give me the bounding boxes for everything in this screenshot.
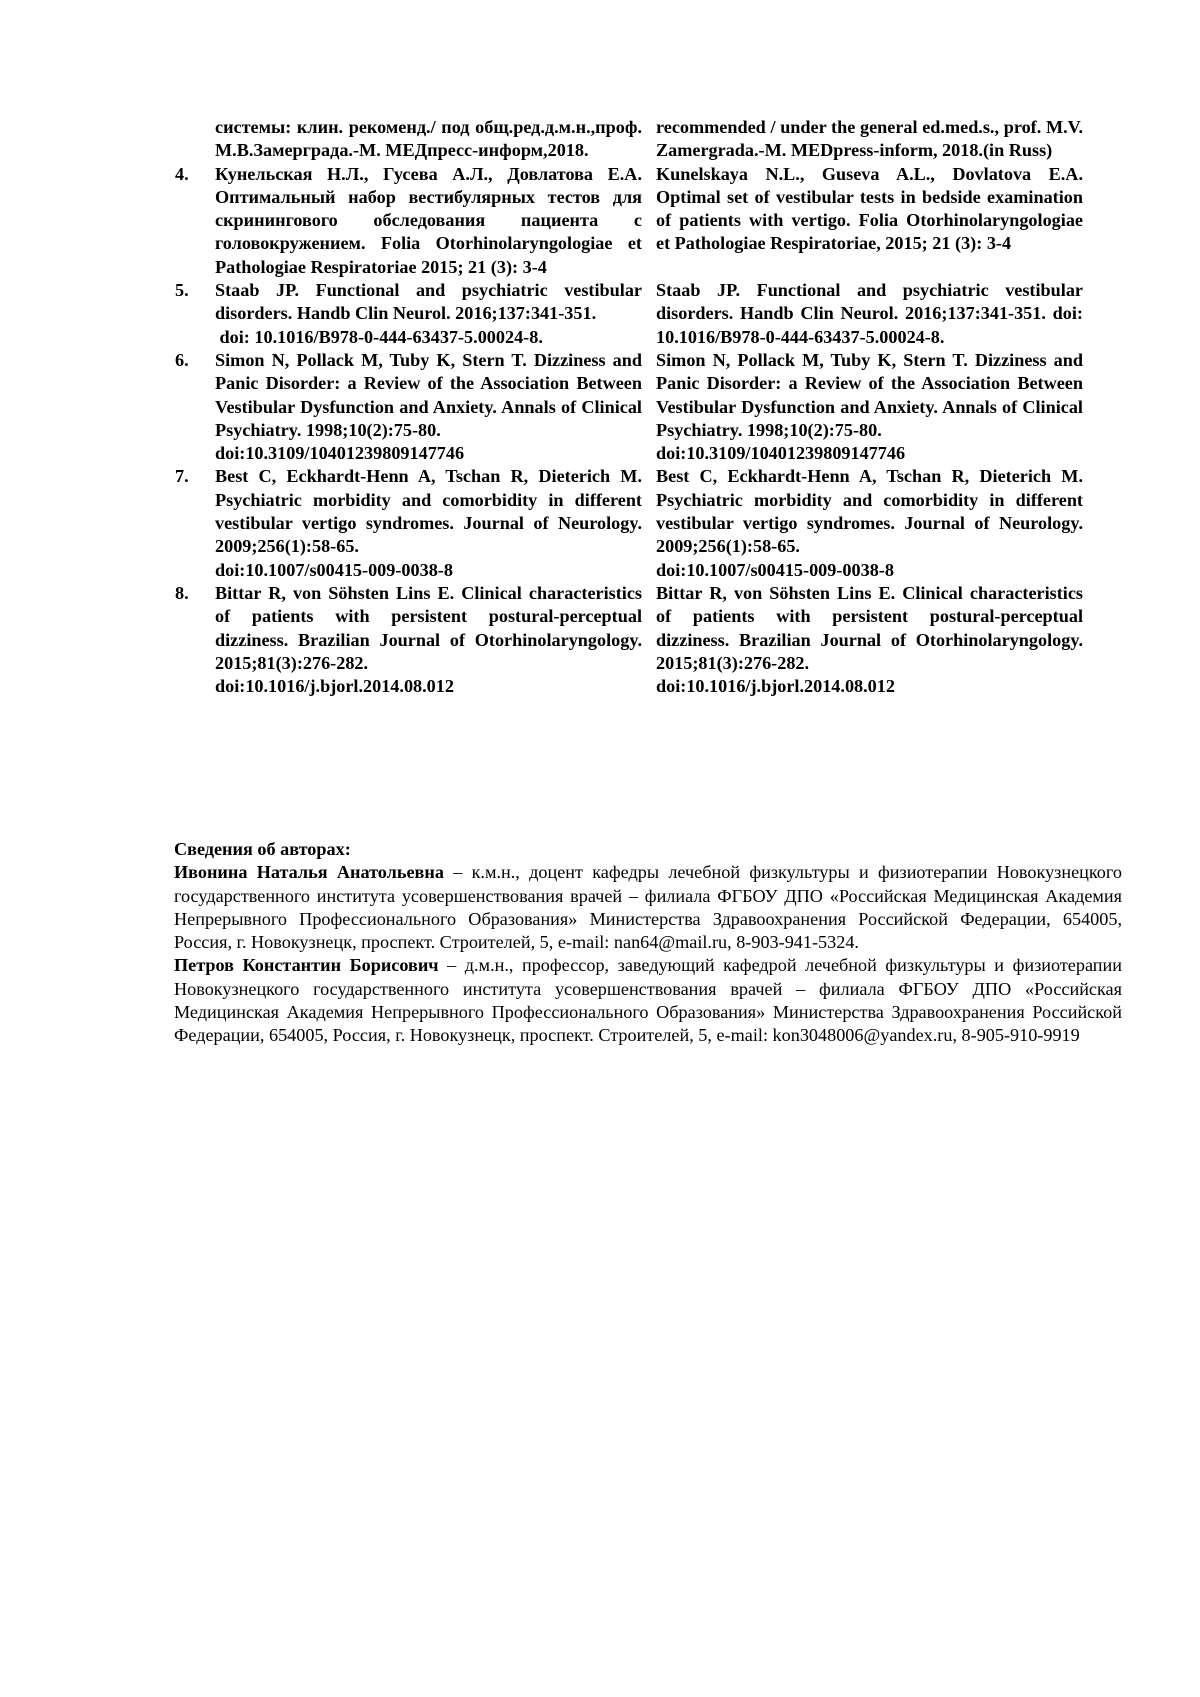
reference-ru-cell — [215, 349, 642, 465]
reference-en-cell — [656, 465, 1083, 581]
reference-ru: Кунельская Н.Л., Гусева А.Л., Довлатова Е.А. Оптимальный набор вестибулярных тестов для скринингового обследования пациента с головокружением. Folia Otorhinolaryngologiae et Pathologiae Respiratoriae 2015; 21 (3): 3-4 — [215, 163, 642, 277]
reference-number: 5. — [175, 280, 189, 301]
reference-ru-doi: doi:10.1016/j.bjorl.2014.08.012 — [215, 676, 454, 697]
reference-row — [175, 465, 1083, 581]
reference-row — [175, 116, 1083, 163]
author-name: Петров Константин Борисович — [174, 955, 439, 976]
reference-en: Bittar R, von Söhsten Lins E. Clinical characteristics of patients with persistent postural-perceptual dizziness. Brazilian Journal of Otorhinolaryngology. 2015;81(3):276-282. — [656, 582, 1083, 673]
reference-row — [175, 582, 1083, 698]
reference-en-doi: doi:10.1007/s00415-009-0038-8 — [656, 559, 894, 580]
reference-number: 6. — [175, 349, 189, 370]
reference-en: Staab JP. Functional and psychiatric vestibular disorders. Handb Clin Neurol. 2016;137:341-351. doi: 10.1016/B978-0-444-63437-5.00024-8. — [656, 280, 1083, 347]
reference-ru: Best C, Eckhardt-Henn A, Tschan R, Dieterich M. Psychiatric morbidity and comorbidity in different vestibular vertigo syndromes. Journal of Neurology. 2009;256(1):58-65. — [215, 466, 642, 557]
reference-en-cell — [656, 582, 1083, 698]
author-name: Ивонина Наталья Анатольевна — [174, 862, 444, 883]
reference-en: Kunelskaya N.L., Guseva A.L., Dovlatova E.A. Optimal set of vestibular tests in bedside examination of patients with vertigo. Folia Otorhinolaryngologiae et Pathologiae Respiratoriae, 2015; 21 (3): 3-4 — [656, 163, 1083, 254]
reference-ru-cell — [215, 582, 642, 698]
authors-section — [174, 838, 1122, 1048]
reference-en-doi: doi:10.3109/10401239809147746 — [656, 443, 906, 464]
reference-ru: Bittar R, von Söhsten Lins E. Clinical characteristics of patients with persistent postural-perceptual dizziness. Brazilian Journal of Otorhinolaryngology. 2015;81(3):276-282. — [215, 582, 642, 673]
reference-ru: системы: клин. рекоменд./ под общ.ред.д.м.н.,проф. М.В.Замерграда.-М. МЕДпресс-информ,2018. — [215, 117, 642, 161]
reference-ru: Staab JP. Functional and psychiatric vestibular disorders. Handb Clin Neurol. 2016;137:341-351. — [215, 280, 642, 324]
reference-row — [175, 349, 1083, 465]
reference-ru: Simon N, Pollack M, Tuby K, Stern T. Dizziness and Panic Disorder: a Review of the Association Between Vestibular Dysfunction and Anxiety. Annals of Clinical Psychiatry. 1998;10(2):75-80. — [215, 349, 642, 440]
reference-en-doi: doi:10.1016/j.bjorl.2014.08.012 — [656, 676, 895, 697]
reference-number — [175, 116, 215, 163]
reference-ru-cell — [215, 465, 642, 581]
reference-ru-doi: doi: 10.1016/B978-0-444-63437-5.00024-8. — [215, 326, 543, 347]
reference-ru-doi: doi:10.1007/s00415-009-0038-8 — [215, 559, 453, 580]
reference-row — [175, 279, 1083, 349]
reference-en: Best C, Eckhardt-Henn A, Tschan R, Dieterich M. Psychiatric morbidity and comorbidity in different vestibular vertigo syndromes. Journal of Neurology. 2009;256(1):58-65. — [656, 466, 1083, 557]
references-table — [175, 116, 1083, 698]
reference-en: Simon N, Pollack M, Tuby K, Stern T. Dizziness and Panic Disorder: a Review of the Association Between Vestibular Dysfunction and Anxiety. Annals of Clinical Psychiatry. 1998;10(2):75-80. — [656, 349, 1083, 440]
reference-number: 8. — [175, 582, 189, 603]
reference-number: 4. — [175, 163, 189, 184]
reference-row — [175, 163, 1083, 279]
authors-heading: Сведения об авторах: — [174, 839, 351, 859]
reference-ru-cell — [215, 279, 642, 349]
author-entry — [174, 861, 1122, 954]
reference-ru-doi: doi:10.3109/10401239809147746 — [215, 443, 465, 464]
author-info: – д.м.н., профессор, заведующий кафедрой лечебной физкультуры и физиотерапии Новокузнецкого государственного института усовершенствования врачей – филиала ФГБОУ ДПО «Российская Медицинская Академия Непрерывного Профессионального Образования» Министерства Здравоохранения Российской Федерации, 654005, Россия, г. Новокузнецк, проспект. Строителей, 5, e-mail: kon3048006@yandex.ru, 8-905-910-9919 — [174, 955, 1123, 1046]
reference-en: recommended / under the general ed.med.s., prof. M.V. Zamergrada.-M. MEDpress-inform, 2018.(in Russ) — [656, 117, 1083, 161]
reference-number: 7. — [175, 466, 189, 487]
reference-en-cell — [656, 349, 1083, 465]
author-info: – к.м.н., доцент кафедры лечебной физкультуры и физиотерапии Новокузнецкого государственного института усовершенствования врачей – филиала ФГБОУ ДПО «Российская Медицинская Академия Непрерывного Профессионального Образования» Министерства Здравоохранения Российской Федерации, 654005, Россия, г. Новокузнецк, проспект. Строителей, 5, e-mail: nan64@mail.ru, 8-903-941-5324. — [174, 862, 1122, 953]
author-entry — [174, 954, 1122, 1047]
